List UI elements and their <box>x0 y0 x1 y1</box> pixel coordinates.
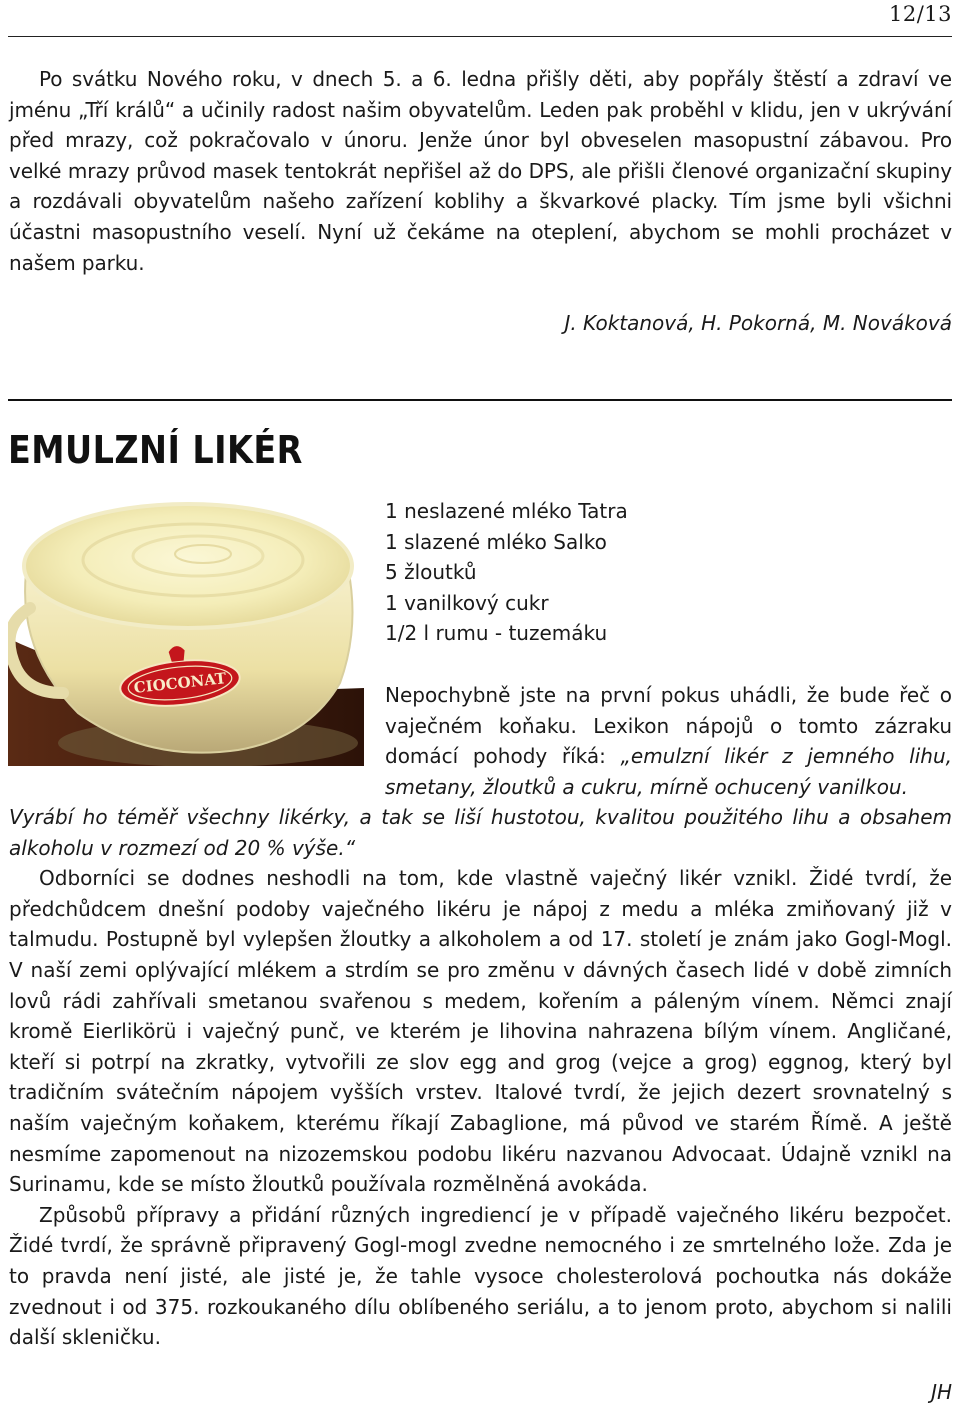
author-initials: JH <box>931 1380 952 1404</box>
ingredient-item: 1 vanilkový cukr <box>385 590 549 615</box>
ingredient-item: 5 žloutků <box>385 560 477 585</box>
ingredient-item: 1 slazené mléko Salko <box>385 529 607 554</box>
section-divider <box>8 399 952 401</box>
lexicon-quote-continued: Vyrábí ho téměř všechny likérky, a tak se liší hustotou, kvalitou použitého lihu a obsahem alkoholu v rozmezí od 20 % výše.“ <box>9 805 952 860</box>
recipe-body <box>9 802 952 1353</box>
intro-text: Nepochybně jste na první pokus uhádli, že bude řeč o vaječném koňaku. Lexikon nápojů o tomto zázraku domácí pohody říká: <box>385 683 952 769</box>
recipe-intro <box>385 680 952 802</box>
page-number: 12/13 <box>888 2 952 26</box>
recipe-paragraph-history: Odborníci se dodnes neshodli na tom, kde vlastně vaječný likér vznikl. Židé tvrdí, že předchůdcem dnešní podoby vaječného likéru je nápoj z medu a mléka zmiňovaný již v talmudu. Postupně byl vylepšen žloutky a alkoholem a od 17. století je znám jako Gogl-Mogl. V naší zemi oplývající mlékem a strdím se pro změnu v dávných časech lidé v době zimních lovů rádi zahřívali smetanou svařenou s medem, kořením a páleným vínem. Němci znají kromě Eierlikörü i vaječný punč, ve kterém je lihovina nahrazena bílým vínem. Angličané, kteří si potrpí na zkratky, vytvořili ze slov egg and grog (vejce a grog) eggnog, který byl tradičním svátečním nápojem vyšších vrstev. Italové tvrdí, že jejich dezert srovnatelný s naším vaječným koňakem, kterému říkají Zabaglione, má původ ve starém Římě. A ještě nesmíme zapomenout na nizozemskou podobu likéru nazvanou Advocaat. Údajně vznikl na Surinamu, kde se místo žloutků používala rozmělněná avokáda. <box>9 866 952 1197</box>
article-paragraph: Po svátku Nového roku, v dnech 5. a 6. ledna přišly děti, aby popřály štěstí a zdraví ve jménu „Tří králů“ a učinily radost našim obyvatelům. Leden pak proběhl v klidu, jen v ukrývání před mrazy, což pokračovalo v únoru. Jenže únor byl obveselen masopustní zábavou. Pro velké mrazy průvod masek tentokrát nepřišel až do DPS, ale přišli členové organizační skupiny a rozdávali obyvatelům našeho zařízení koblihy a škvarkové placky. Tím jsme byli všichni účastni masopustního veselí. Nyní už čekáme na oteplení, abychom se mohli procházet v našem parku. <box>9 67 952 275</box>
ingredient-item: 1/2 l rumu - tuzemáku <box>385 621 608 646</box>
eggnog-cup-photo <box>8 488 364 766</box>
brand-label: CIOCONAT <box>132 669 228 697</box>
recipe-title: EMULZNÍ LIKÉR <box>8 428 303 472</box>
recipe-paragraph-preparation: Způsobů přípravy a přidání různých ingrediencí je v případě vaječného likéru bezpočet. Židé tvrdí, že správně připravený Gogl-mogl zvedne nemocného i ze smrtelného lože. Zda je to pravda není jisté, ale jisté je, že tahle vysoce cholesterolová pochoutka nás dokáže zvednout i od 375. rozkoukaného dílu oblíbeného seriálu, a to jenom proto, abychom si nalili další skleničku. <box>9 1202 952 1350</box>
article-signature: J. Koktanová, H. Pokorná, M. Nováková <box>564 311 952 335</box>
ingredient-item: 1 neslazené mléko Tatra <box>385 499 628 523</box>
ingredient-list <box>385 496 628 649</box>
lexicon-quote: „emulzní likér z jemného lihu, smetany, žloutků a cukru, mírně ochucený vanilkou. <box>385 744 952 799</box>
header-divider <box>8 36 952 37</box>
